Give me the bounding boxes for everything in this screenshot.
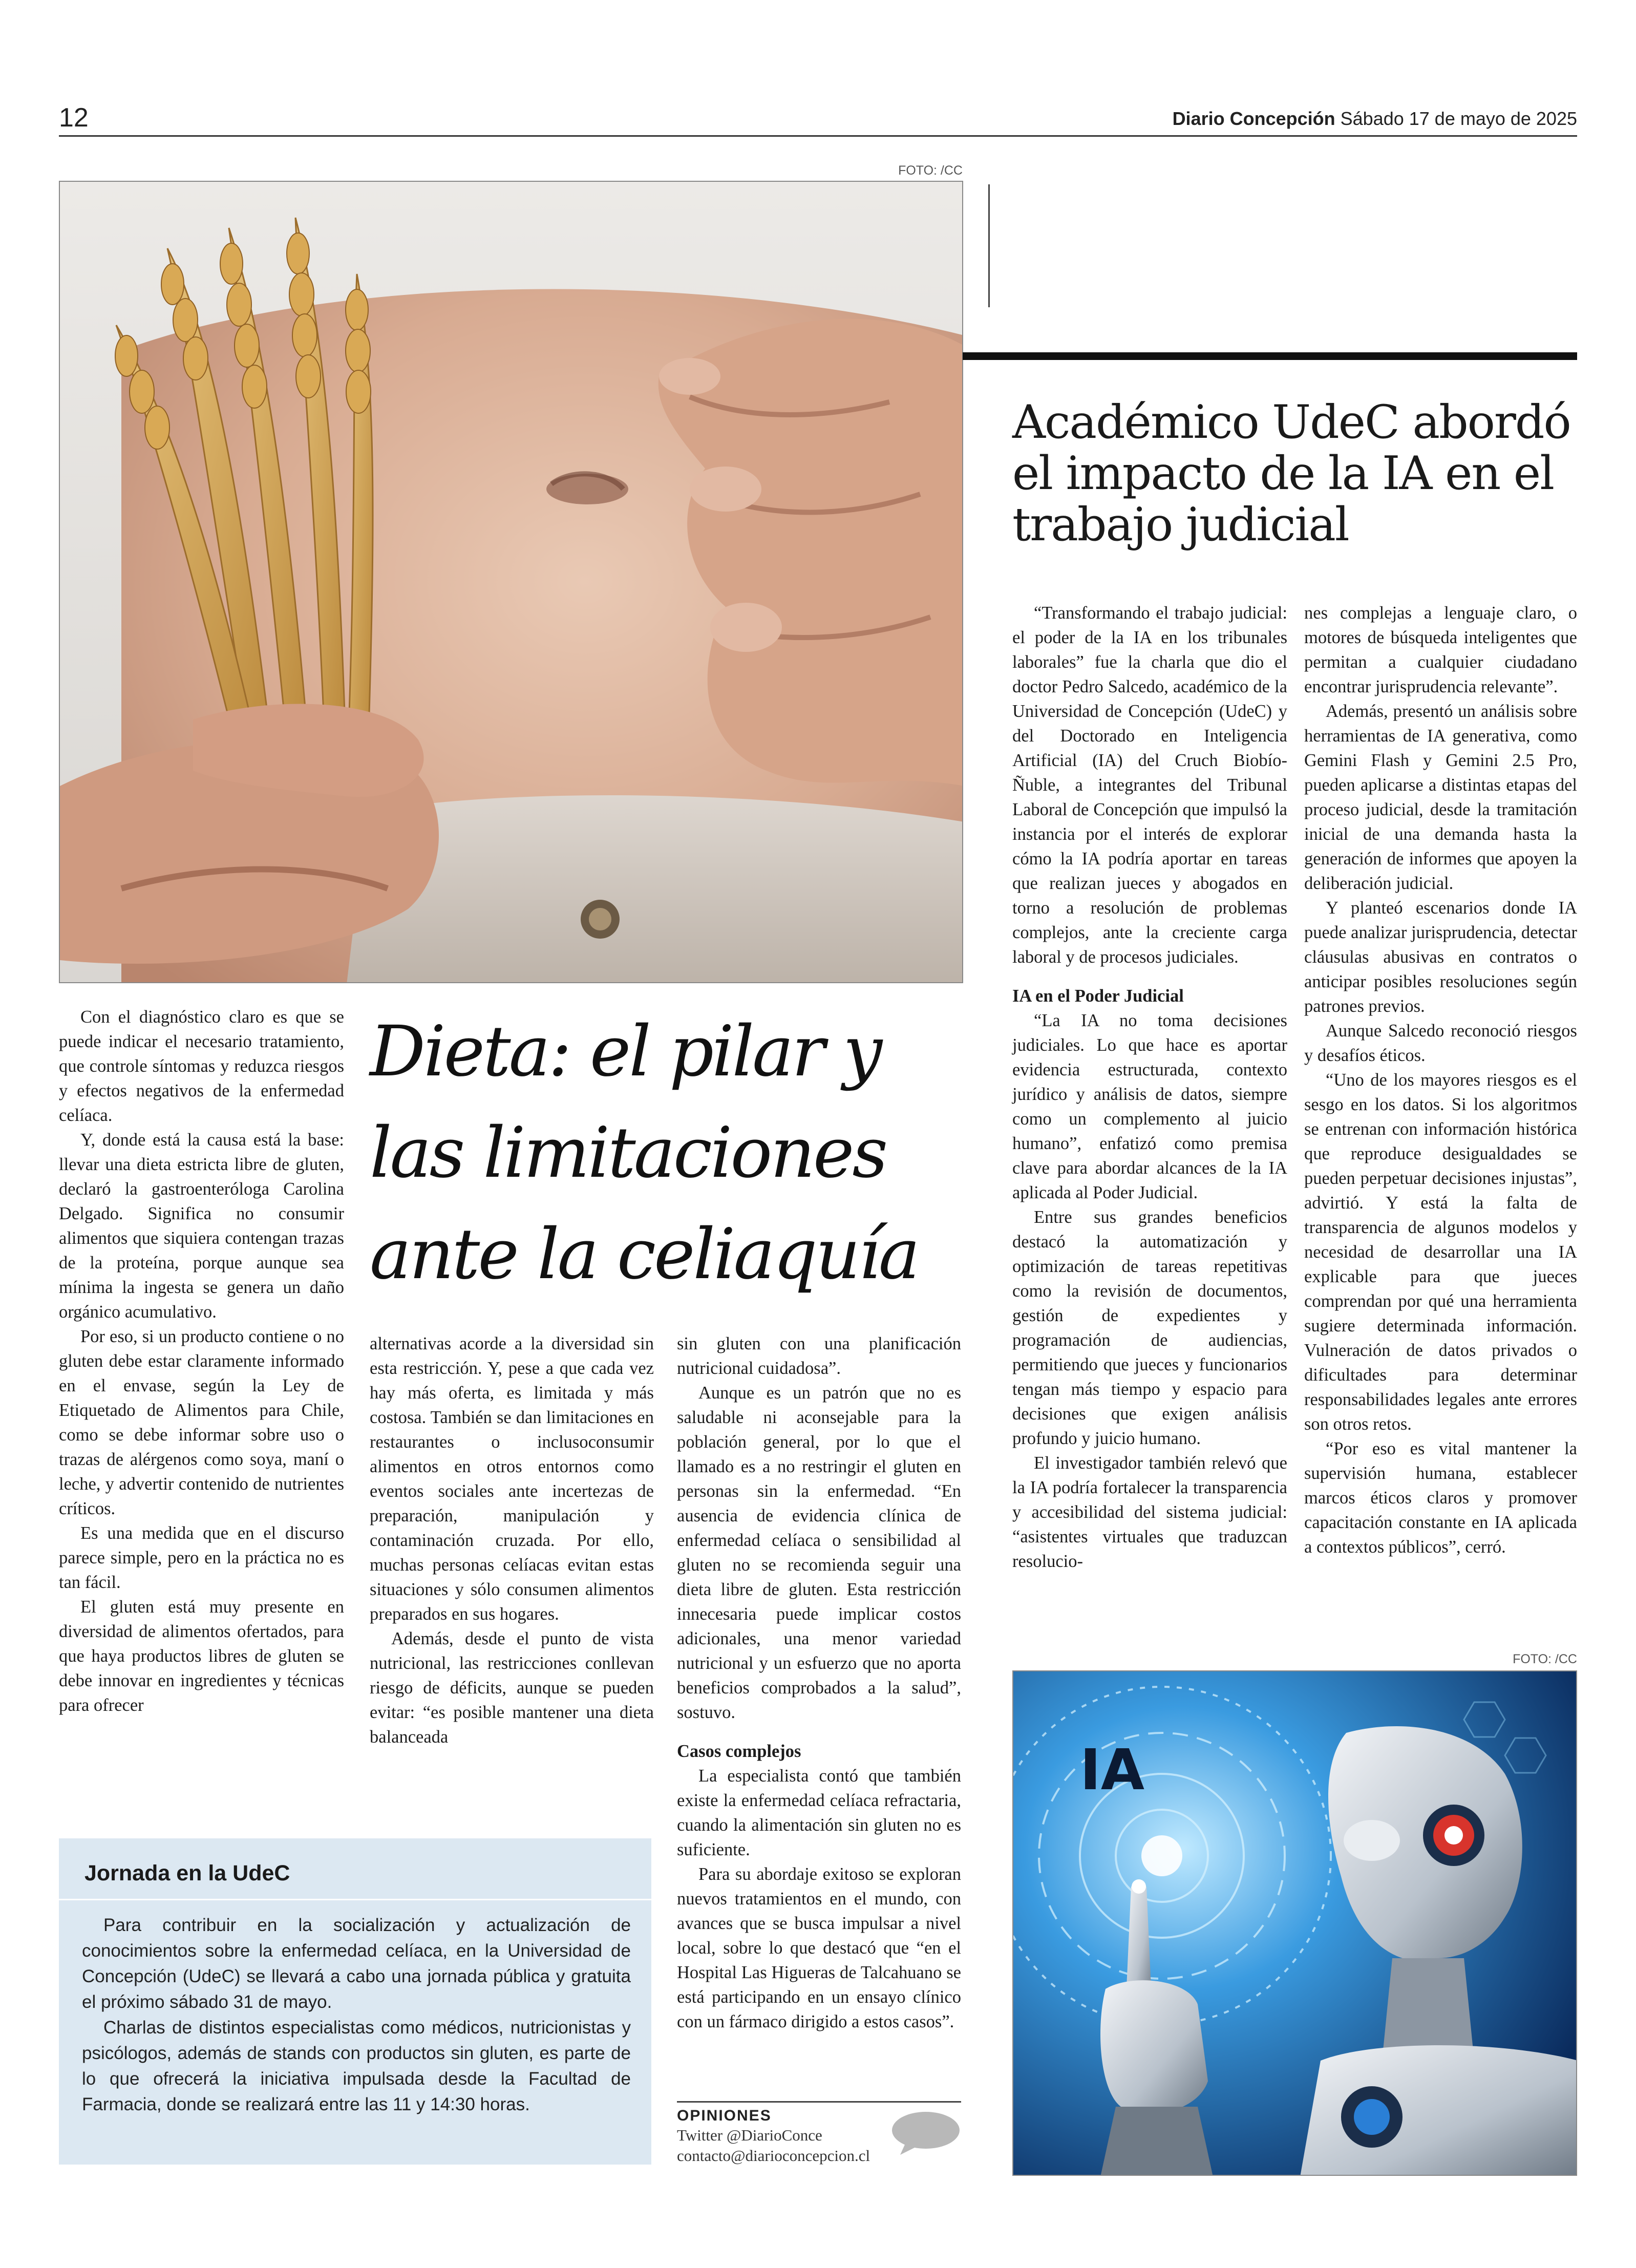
paragraph: El gluten está muy presente en diversidad de alimentos ofertados, para que haya productos libres de gluten se debe innovar en ingredientes y técnicas para ofrecer — [59, 1597, 344, 1715]
opinions-rule — [677, 2101, 961, 2103]
subheading: Casos complejos — [677, 1742, 801, 1761]
ia-label: IA — [1080, 1737, 1145, 1803]
newspaper-name: Diario Concepción — [1172, 108, 1335, 129]
paragraph: La especialista contó que también existe la enfermedad celíaca refractaria, cuando la alimentación sin gluten no es suficiente. — [677, 1766, 961, 1859]
paragraph: “La IA no toma decisiones judiciales. Lo que hace es aportar evidencia estructurada, contexto jurídico y análisis de datos, siempre como un complemento al juicio humano”, enfatizó como premisa clave para abordar alcances de la IA aplicada al Poder Judicial. — [1012, 1011, 1287, 1202]
paragraph: Entre sus grandes beneficios destacó la automatización y optimización de tareas repetitivas como la revisión de documentos, gestión de expedientes y programación de audiencias, permitiendo que jueces y funcionarios tengan más tiempo y espacio para decisiones que exigen análisis profundo y juicio humano. — [1012, 1207, 1287, 1448]
ai-article-headline: Académico UdeC abordó el impacto de la IA en el trabajo judicial — [1012, 395, 1570, 552]
contact-email[interactable]: contacto@diarioconcepcion.cl — [677, 2147, 870, 2165]
column-divider — [988, 184, 990, 307]
twitter-handle[interactable]: Twitter @DiarioConce — [677, 2126, 822, 2144]
paragraph: Aunque es un patrón que no es saludable ni aconsejable para la población general, por lo que el llamado es a no restringir el gluten en personas sin la enfermedad. “En ausencia de evidencia clínica de enfermedad celíaca o sensibilidad al gluten no se recomienda seguir una dieta libre de gluten. Esta restricción innecesaria puede implicar costos adicionales, una menor variedad nutricional y un esfuerzo que no aporta beneficios comprobados a la salud”, sostuvo. — [677, 1383, 961, 1722]
paragraph: Charlas de distintos especialistas como médicos, nutricionistas y psicólogos, además de stands con productos sin gluten, es parte de lo que ofrecerá la iniciativa impulsada desde la Facultad de Farmacia, donde se realizará entre las 11 y 14:30 horas. — [82, 2018, 631, 2114]
ai-column-2 — [1304, 601, 1577, 1559]
sidebar-text — [82, 1913, 631, 2117]
ai-robot-photo — [1012, 1670, 1577, 2176]
paragraph: Además, desde el punto de vista nutricional, las restricciones conllevan riesgo de déficits, aunque se pueden evitar: “es posible mantener una dieta balanceada — [370, 1629, 654, 1747]
header-rule — [59, 135, 1577, 137]
page-number: 12 — [59, 103, 89, 133]
sidebar-title: Jornada en la UdeC — [84, 1861, 290, 1885]
speech-bubble-icon — [890, 2110, 962, 2156]
paragraph: alternativas acorde a la diversidad sin esta restricción. Y, pese a que cada vez hay más oferta, es limitada y más costosa. También se dan limitaciones en restaurantes o inclusoconsumir alimentos en otros entornos como eventos sociales ante incertezas de preparación, manipulación y contaminación cruzada. Por ello, muchas personas celíacas evitan estas situaciones y sólo consumen alimentos preparados en sus hogares. — [370, 1334, 654, 1624]
paragraph: El investigador también relevó que la IA podría fortalecer la transparencia y accesibilidad del sistema judicial: “asistentes virtuales que traduzcan resolucio- — [1012, 1453, 1287, 1571]
opinions-title: OPINIONES — [677, 2107, 772, 2124]
paragraph: “Uno de los mayores riesgos es el sesgo en los datos. Si los algoritmos se entrenan con información histórica que reproduce desigualdades se pueden perpetuar decisiones injustas”, advirtió. Y está la falta de transparencia de algunos modelos y necesidad de desarrollar una IA explicable para que jueces comprendan por qué una herramienta sugiere determinada información. Vulneración de datos privados o dificultades para determinar responsabilidades legales ante errores son otros retos. — [1304, 1070, 1577, 1434]
paragraph: Para su abordaje exitoso se exploran nuevos tratamientos en el mundo, con avances que se busca impulsar a nivel local, sobre lo que destacó que “en el Hospital Las Higueras de Talcahuano se está participando en un ensayo clínico con un fármaco dirigido a estos casos”. — [677, 1864, 961, 2031]
masthead — [1173, 107, 1577, 131]
photo-credit: FOTO: /CC — [898, 163, 963, 178]
celiac-column-2 — [370, 1331, 654, 1749]
section-rule — [963, 352, 1577, 360]
wheat-belly-photo — [59, 181, 963, 983]
paragraph: Para contribuir en la socialización y actualización de conocimientos sobre la enfermedad celíaca, en la Universidad de Concepción (UdeC) se llevará a cabo una jornada pública y gratuita el próximo sábado 31 de mayo. — [82, 1915, 631, 2012]
paragraph: sin gluten con una planificación nutricional cuidadosa”. — [677, 1334, 961, 1378]
celiac-article-headline: Dieta: el pilar y las limitaciones ante la celiaquía — [370, 1011, 918, 1295]
paragraph: Y, donde está la causa está la base: llevar una dieta estricta libre de gluten, declaró la gastroenteróloga Carolina Delgado. Significa no consumir alimentos que siquiera contengan trazas de la proteína, porque aunque sea mínima la ingesta se genera un daño orgánico acumulativo. — [59, 1130, 344, 1322]
paragraph: Además, presentó un análisis sobre herramientas de IA generativa, como Gemini Flash y Gemini 2.5 Pro, pueden aplicarse a distintas etapas del proceso judicial, desde la tramitación inicial de una demanda hasta la generación de informes que apoyen la deliberación judicial. — [1304, 702, 1577, 893]
sidebar-divider — [59, 1899, 651, 1900]
wheat-belly-illustration — [60, 182, 963, 983]
paragraph: Con el diagnóstico claro es que se puede indicar el necesario tratamiento, que controle síntomas y reduzca riesgos y efectos negativos de la enfermedad celíaca. — [59, 1007, 344, 1125]
paragraph: “Por eso es vital mantener la supervisión humana, establecer marcos éticos claros y promover capacitación constante en IA aplicada a contextos públicos”, cerró. — [1304, 1439, 1577, 1557]
paragraph: Es una medida que en el discurso parece simple, pero en la práctica no es tan fácil. — [59, 1523, 344, 1592]
photo-credit: FOTO: /CC — [1513, 1652, 1577, 1666]
celiac-column-1 — [59, 1005, 344, 1718]
ai-robot-illustration — [1013, 1671, 1577, 2176]
paragraph: “Transformando el trabajo judicial: el poder de la IA en los tribunales laborales” fue la charla que dio el doctor Pedro Salcedo, académico de la Universidad de Concepción (UdeC) y del Doctorado en Inteligencia Artificial (IA) del Cruch Biobío-Ñuble, a integrantes del Tribunal Laboral de Concepción que impulsó la instancia por el interés de explorar cómo la IA podría aportar en tareas que realizan jueces y abogados en torno a resolución de problemas complejos, ante la creciente carga laboral y de procesos judiciales. — [1012, 603, 1287, 967]
celiac-column-3 — [677, 1331, 961, 2034]
paragraph: Por eso, si un producto contiene o no gluten debe estar claramente informado en el envase, según la Ley de Etiquetado de Alimentos para Chile, como se debe informar sobre uso o trazas de alérgenos como soya, maní o leche, y advertir contenido de nutrientes críticos. — [59, 1327, 344, 1518]
issue-date: Sábado 17 de mayo de 2025 — [1340, 108, 1577, 129]
paragraph: Y planteó escenarios donde IA puede analizar jurisprudencia, detectar cláusulas abusivas en contratos o anticipar posibles resoluciones según patrones previos. — [1304, 898, 1577, 1016]
subheading: IA en el Poder Judicial — [1012, 986, 1184, 1006]
paragraph: nes complejas a lenguaje claro, o motores de búsqueda inteligentes que permitan a cualquier ciudadano encontrar jurisprudencia relevante”. — [1304, 603, 1577, 696]
ai-column-1 — [1012, 601, 1287, 1574]
paragraph: Aunque Salcedo reconoció riesgos y desafíos éticos. — [1304, 1021, 1577, 1065]
